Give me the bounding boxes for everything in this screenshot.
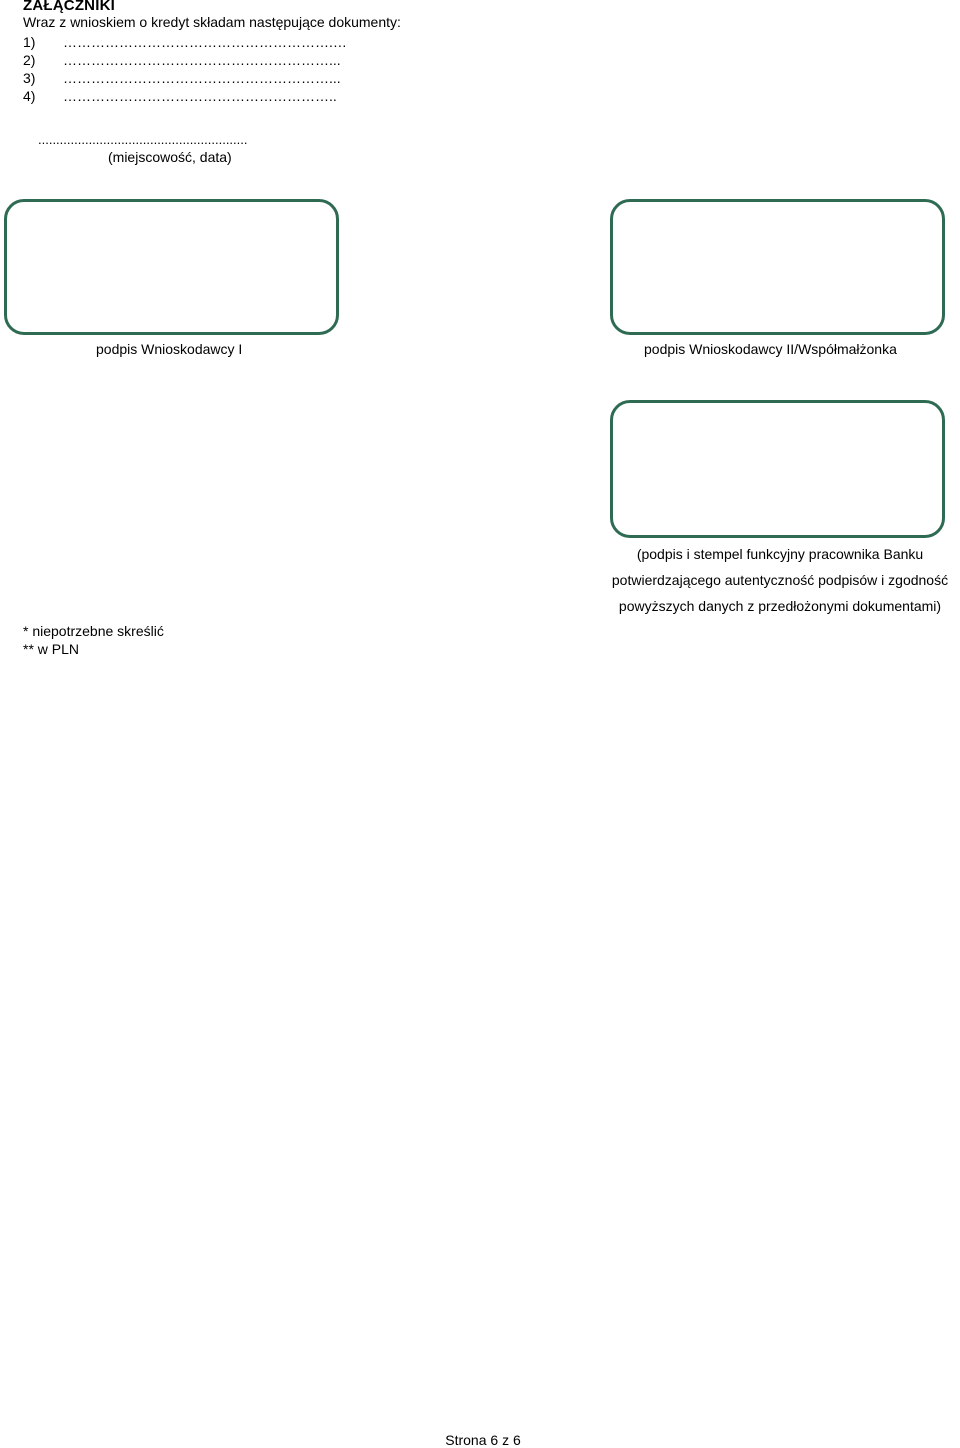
place-date-dots: .......................................................... <box>38 132 248 147</box>
signature-box-applicant-1[interactable] <box>4 199 339 335</box>
attachment-line: ………………………………………………….… <box>63 34 347 50</box>
attachment-number: 1) <box>23 34 36 50</box>
intro-text: Wraz z wnioskiem o kredyt składam następujące dokumenty: <box>23 14 401 30</box>
attachment-number: 2) <box>23 52 36 68</box>
bank-signature-caption <box>580 541 960 619</box>
attachment-line: …………………………………………………... <box>63 52 341 68</box>
attachment-item-3 <box>23 70 341 86</box>
attachment-item-1 <box>23 34 347 50</box>
place-date-label: (miejscowość, data) <box>108 149 232 165</box>
bank-caption-line-2: potwierdzającego autentyczność podpisów i zgodność <box>611 572 949 588</box>
footnote-1: * niepotrzebne skreślić <box>23 623 164 639</box>
section-heading: ZAŁĄCZNIKI <box>23 0 115 14</box>
bank-caption-line-1: (podpis i stempel funkcyjny pracownika Banku <box>636 546 924 562</box>
attachment-number: 4) <box>23 88 36 104</box>
footnote-2: ** w PLN <box>23 641 80 657</box>
attachment-item-4 <box>23 88 337 104</box>
page-number: Strona 6 z 6 <box>445 1432 521 1448</box>
signature-box-applicant-2[interactable] <box>610 199 945 335</box>
signature-caption-applicant-2: podpis Wnioskodawcy II/Współmałżonka <box>644 341 897 357</box>
attachment-number: 3) <box>23 70 36 86</box>
signature-caption-applicant-1: podpis Wnioskodawcy I <box>96 341 243 357</box>
attachment-item-2 <box>23 52 341 68</box>
signature-box-bank-employee[interactable] <box>610 400 945 538</box>
attachment-line: ………………………………………………….. <box>63 88 337 104</box>
bank-caption-line-3: powyższych danych z przedłożonymi dokumentami) <box>618 598 942 614</box>
attachment-line: …………………………………………………... <box>63 70 341 86</box>
